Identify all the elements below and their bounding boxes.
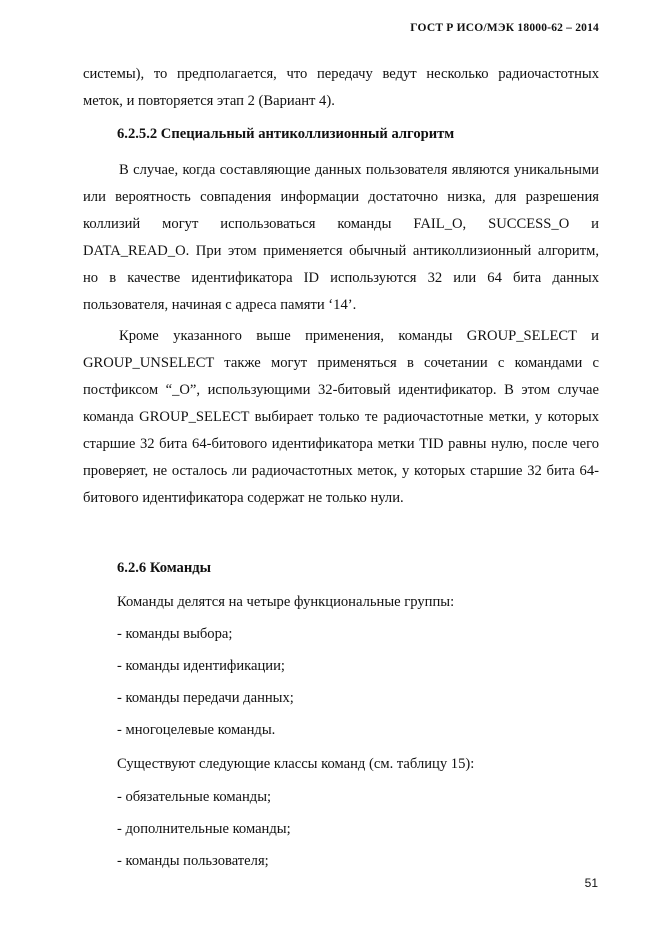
command-groups-intro: Команды делятся на четыре функциональные группы: — [117, 594, 455, 610]
command-classes-intro: Существуют следующие классы команд (см. таблицу 15): — [117, 756, 475, 772]
list-item: - команды выбора; — [117, 626, 233, 642]
page-number: 51 — [584, 876, 598, 890]
list-item: - дополнительные команды; — [117, 821, 291, 837]
document-header: ГОСТ Р ИСО/МЭК 18000-62 – 2014 — [410, 22, 599, 34]
continuation-paragraph: системы), то предполагается, что передачу ведут несколько радиочастотных меток, и повторяется этап 2 (Вариант 4). — [83, 66, 599, 109]
anticollision-paragraph-2: Кроме указанного выше применения, команды GROUP_SELECT и GROUP_UNSELECT также могут применяться в сочетании с командами с постфиксом “_O”, использующими 32-битовый идентификатор. В этом случае команда GROUP_SELECT выбирает только те радиочастотные метки, у которых старшие 32 бита 64-битового идентификатора метки TID равны нулю, после чего проверяет, не осталось ли радиочастотных меток, у которых старшие 32 бита 64-битового идентификатора содержат не только нули. — [83, 328, 599, 506]
list-item: - многоцелевые команды. — [117, 722, 276, 738]
section-6-2-6-heading: 6.2.6 Команды — [117, 560, 212, 576]
section-6-2-5-2-heading: 6.2.5.2 Специальный антиколлизионный алгоритм — [117, 126, 455, 142]
list-item: - обязательные команды; — [117, 789, 272, 805]
list-item: - команды пользователя; — [117, 853, 269, 869]
list-item: - команды передачи данных; — [117, 690, 294, 706]
list-item: - команды идентификации; — [117, 658, 285, 674]
anticollision-paragraph-1: В случае, когда составляющие данных пользователя являются уникальными или вероятность совпадения информации достаточно низка, для разрешения коллизий могут использоваться команды FAIL_O, SUCCESS_O и DATA_READ_O. При этом применяется обычный антиколлизионный алгоритм, но в качестве идентификатора ID используются 32 или 64 бита данных пользователя, начиная с адреса памяти ‘14’. — [83, 162, 599, 313]
